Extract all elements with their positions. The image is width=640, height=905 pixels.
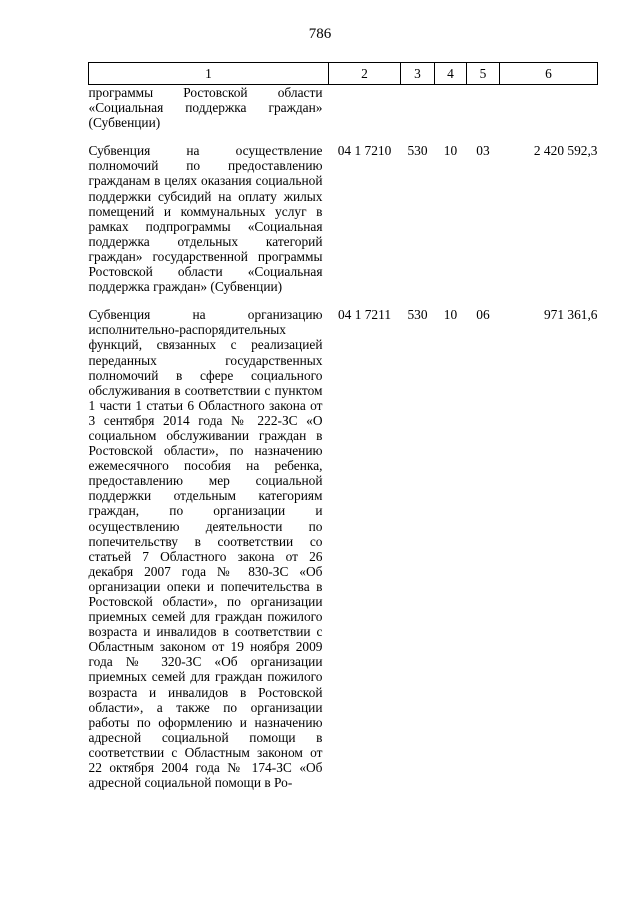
table-header-row (89, 63, 598, 85)
header-col-3: 3 (401, 63, 435, 85)
row-amount: 971 361,6 (543, 307, 598, 323)
row-expense-type: 530 (407, 307, 428, 323)
table-row (89, 307, 598, 790)
row-target-code: 04 1 7211 (337, 307, 392, 323)
row-section: 10 (443, 307, 458, 323)
row-subsection: 06 (476, 307, 490, 323)
row-description: Субвенция на организацию исполнительно-распорядительных функций, связанных с реализацией переданных государственных полномочий в сфере социального обслуживания в соответствии с пунктом 1 части 1 статьи 6 Областного закона от 3 сентября 2014 года № 222-ЗС «О социальном обслуживании граждан в Ростовской области», по назначению ежемесячного пособия на ребенка, предоставлению мер социальной поддержки отдельным категориям граждан, по организации и осуществлению деятельности по попечительству в соответствии со статьей 7 Областного закона от 26 декабря 2007 года № 830-ЗС «Об организации опеки и попечительства в Ростовской области», по организации приемных семей для граждан пожилого возраста и инвалидов в соответствии с Областным законом от 19 ноября 2009 года № 320-ЗС «Об организации приемных семей для граждан пожилого возраста и инвалидов в Ростовской области», а также по организации работы по оформлению и назначению адресной социальной помощи в соответствии с Областным законом от 22 октября 2004 года № 174-ЗС «Об адресной социальной помощи в Ро- (88, 307, 323, 791)
budget-table (88, 62, 598, 790)
header-col-2: 2 (329, 63, 401, 85)
row-description: программы Ростовской области «Социальная поддержка граждан» (Субвенции) (88, 85, 323, 131)
header-col-6: 6 (500, 63, 598, 85)
row-amount: 2 420 592,3 (533, 143, 598, 159)
table-row (89, 143, 598, 307)
header-col-1: 1 (89, 63, 329, 85)
row-section (435, 85, 467, 144)
row-amount (500, 85, 598, 144)
row-subsection (467, 85, 500, 144)
table-row (89, 85, 598, 144)
header-col-5: 5 (467, 63, 500, 85)
header-col-4: 4 (435, 63, 467, 85)
row-expense-type: 530 (407, 143, 428, 159)
row-target-code: 04 1 7210 (337, 143, 392, 159)
row-section: 10 (443, 143, 458, 159)
row-description: Субвенция на осуществление полномочий по предоставлению гражданам в целях оказания социальной поддержки субсидий на оплату жилых помещений и коммунальных услуг в рамках подпрограммы «Социальная поддержка отдельных категорий граждан» государственной программы Ростовской области «Социальная поддержка граждан» (Субвенции) (88, 143, 323, 295)
row-subsection: 03 (476, 143, 490, 159)
row-target-code (329, 85, 401, 144)
row-expense-type (401, 85, 435, 144)
page-number: 786 (308, 26, 332, 42)
